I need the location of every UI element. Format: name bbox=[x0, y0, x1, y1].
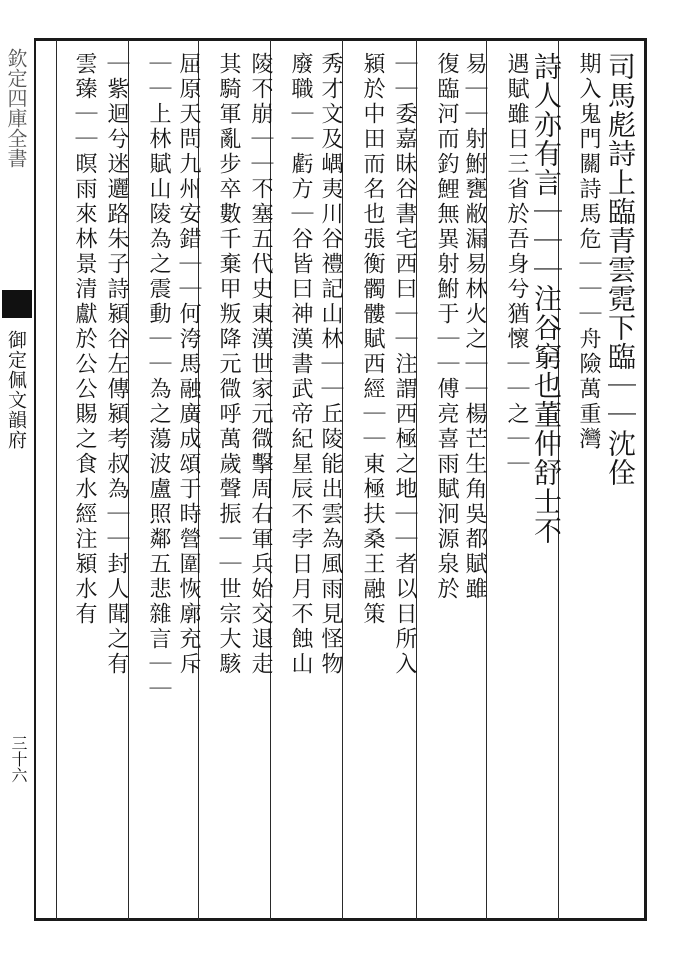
text-column: 潁於中田而名也張衡髑髏賦西經｜｜東極扶桑王融策 bbox=[360, 52, 385, 627]
text-column: 遇賦雖日三省於吾身兮猶懷｜｜之｜｜ bbox=[504, 52, 529, 477]
text-column: ｜｜委嘉昧谷書宅西曰｜｜注謂西極之地｜｜者以日所入 bbox=[392, 52, 417, 677]
text-column: 秀才文及嵎夷川谷禮記山林｜｜丘陵能出雲為風雨見怪物 bbox=[318, 52, 343, 677]
text-column: 陵不崩｜｜不塞五代史東漢世家元㣲擊周右軍兵始交退走 bbox=[248, 52, 273, 677]
text-column: 其騎軍亂步卒數千棄甲叛降元㣲呼萬歲聲振｜｜世宗大駭 bbox=[216, 52, 241, 677]
text-column: 詩人亦有言｜｜｜注谷窮也董仲舒士不 bbox=[530, 52, 563, 545]
top-border bbox=[34, 38, 646, 41]
text-column: ｜紫迴兮迷邐路朱子詩潁谷左傳潁考叔為｜｜封人聞之有 bbox=[104, 52, 129, 677]
book-title-margin: 欽定四庫全書 bbox=[4, 48, 28, 168]
left-border bbox=[34, 38, 36, 921]
fish-tail-mark bbox=[2, 290, 32, 318]
text-column: 司馬彪詩上臨青雲霓下臨｜｜沈佺 bbox=[604, 52, 637, 487]
right-border bbox=[644, 38, 647, 921]
text-column: 期入鬼門關詩馬危｜｜｜舟險萬重灣 bbox=[576, 52, 601, 452]
text-column: 復臨河而釣鯉無異射鮒于｜｜傅亮喜雨賦泂源泉於 bbox=[434, 52, 459, 602]
text-column: 廢職｜｜虧方｜谷皆曰神漢書武帝紀星辰不孛日月不蝕山 bbox=[288, 52, 313, 677]
bottom-border bbox=[34, 918, 646, 921]
text-column: 屈原天問九州安錯｜｜何洿馬融廣成頌于時營圍恢廓充斥 bbox=[176, 52, 201, 677]
text-column: 易｜｜射鮒甕敝漏易林火之｜｜楊芒生角吳都賦雖 bbox=[462, 52, 487, 602]
text-column: ｜｜上林賦山陵為之震動｜｜為之蕩波盧照鄰五悲雜言｜｜ bbox=[146, 52, 171, 702]
column-rule bbox=[56, 40, 57, 920]
text-column: 雲臻｜｜暝雨來林景清獻於公公賜之食水經注潁水有 bbox=[72, 52, 97, 627]
book-subtitle-margin: 御定佩文韻府 bbox=[5, 330, 27, 450]
page-number: 三十六 bbox=[9, 735, 28, 783]
